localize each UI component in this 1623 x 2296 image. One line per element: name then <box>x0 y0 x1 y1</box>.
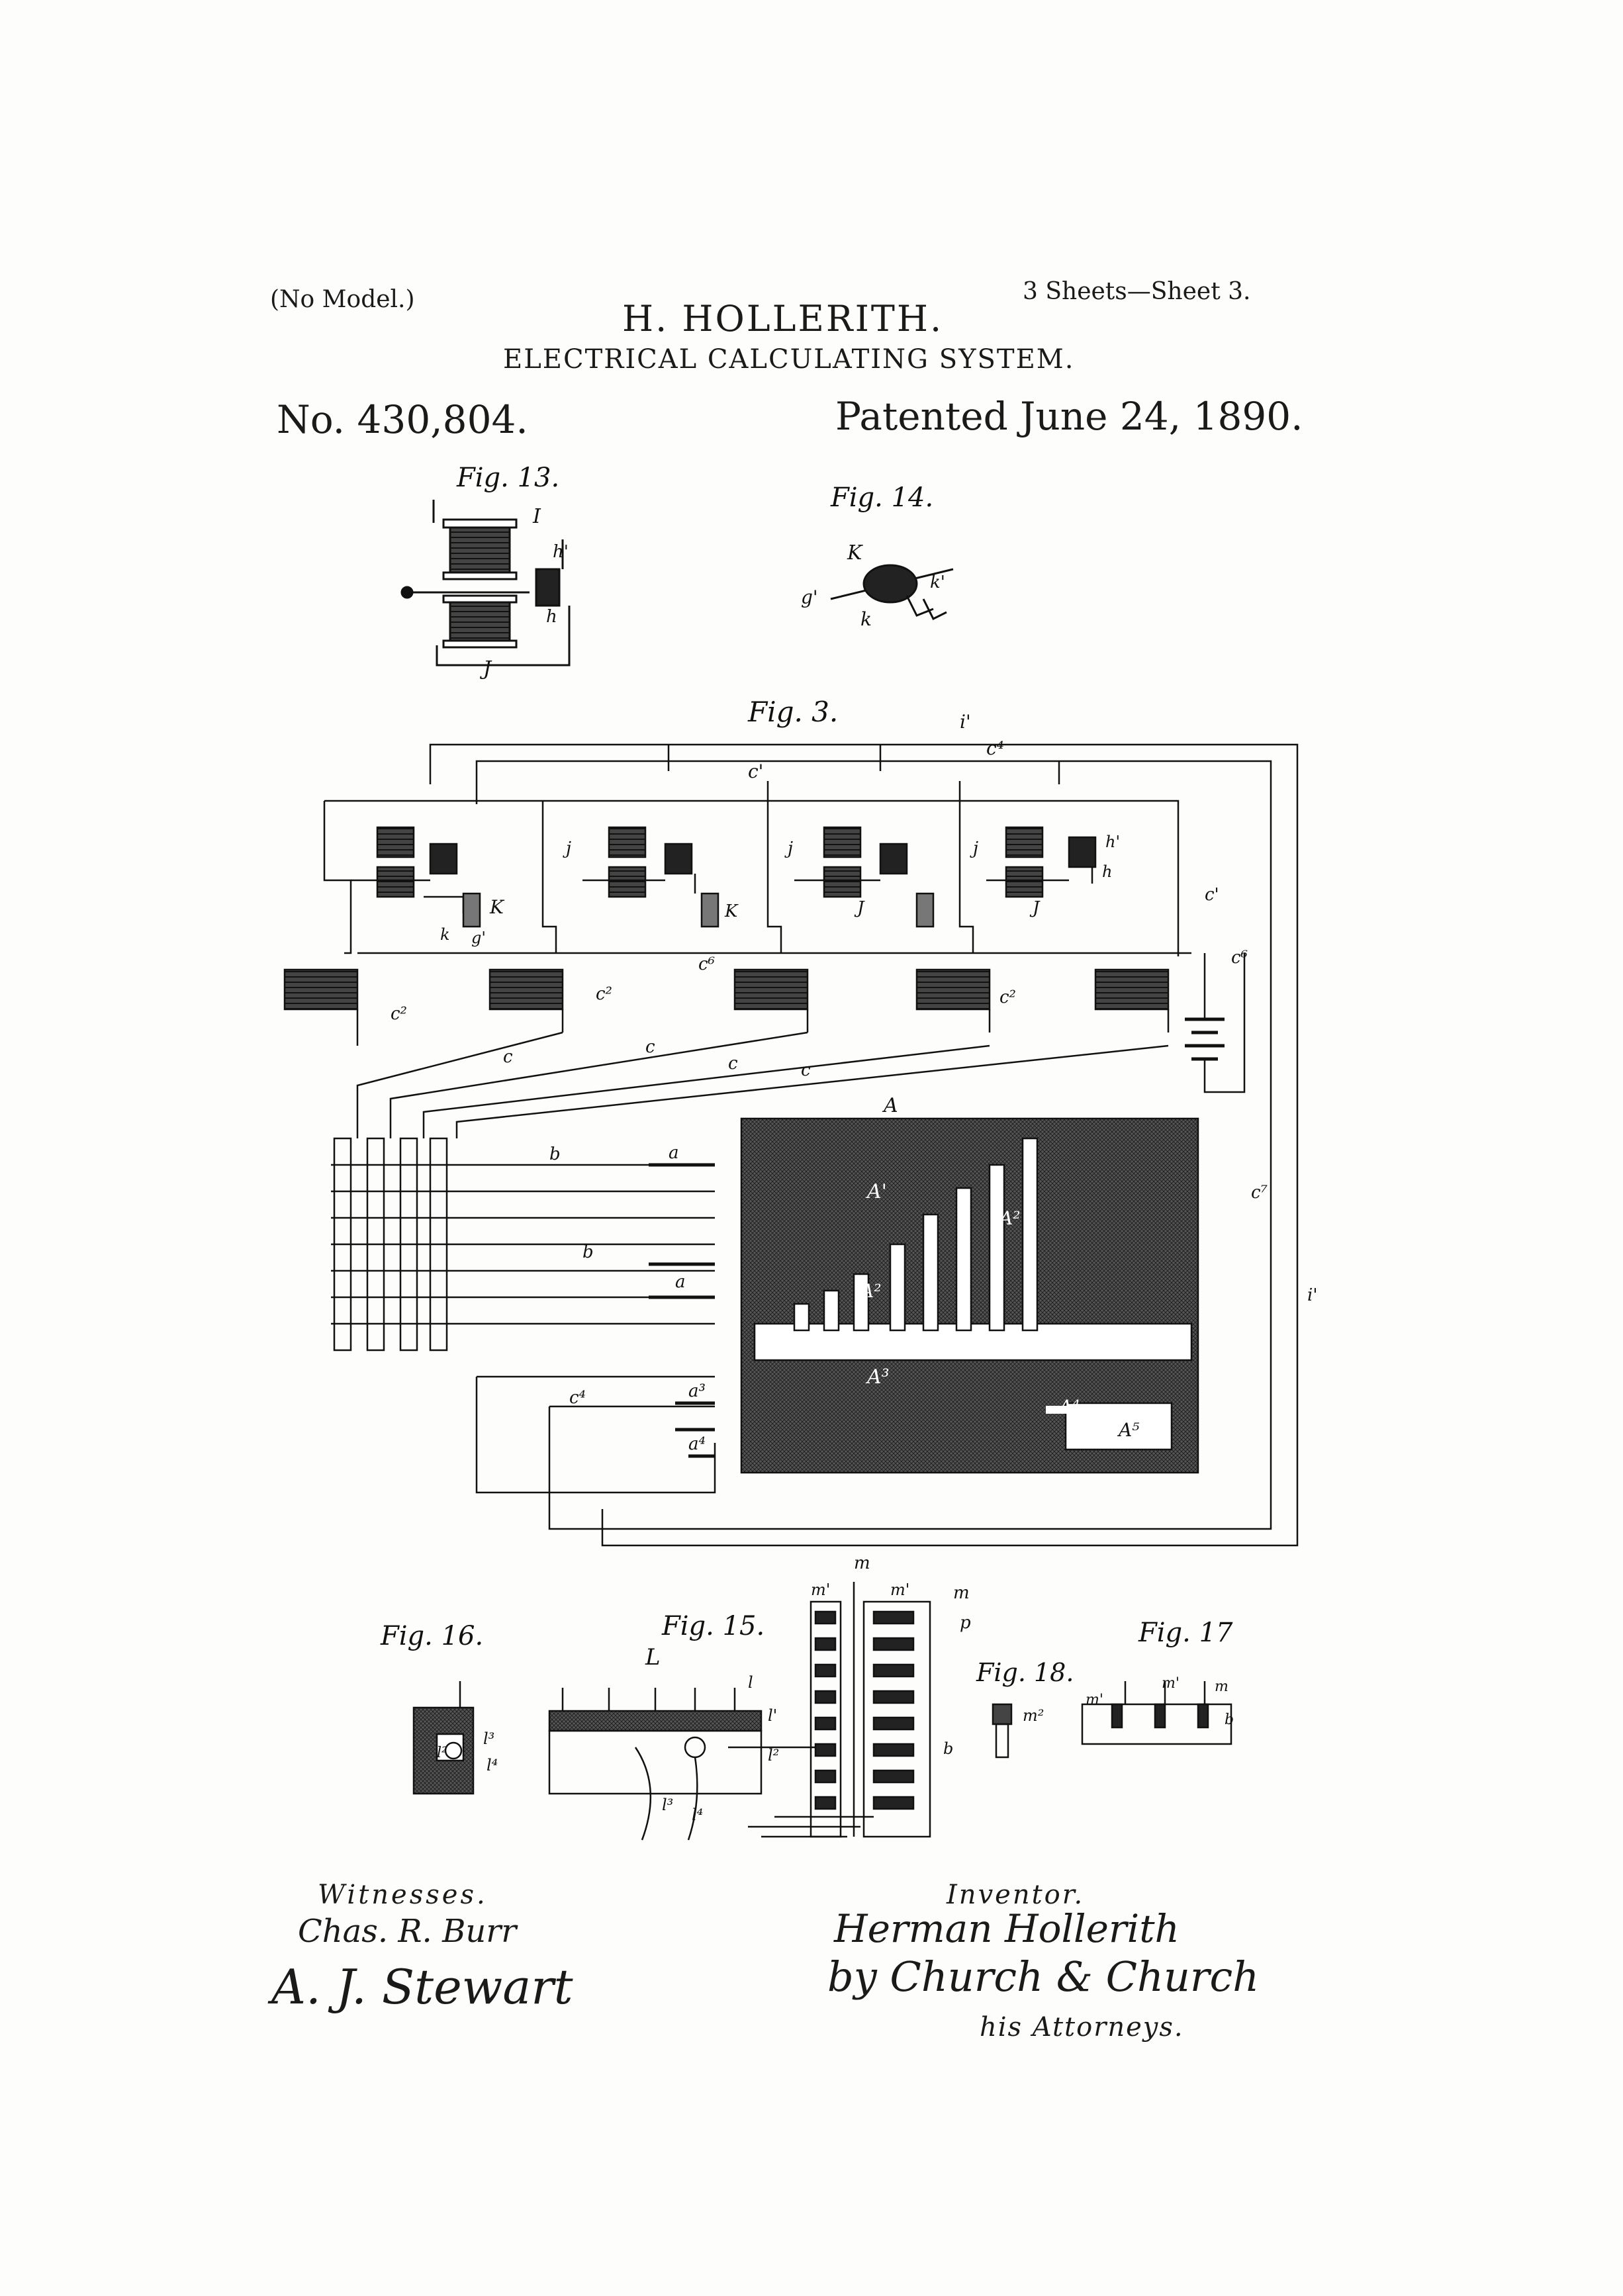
col-m-right: m <box>953 1583 970 1603</box>
reader-A: A <box>884 1094 898 1117</box>
stage3-J: J <box>857 898 864 918</box>
pin-b-1: b <box>549 1144 561 1164</box>
col-m1-left: m' <box>811 1581 831 1599</box>
wire-c-3: c <box>728 1054 738 1074</box>
fig16-l4: l⁴ <box>487 1756 498 1774</box>
fig13-label: Fig. 13. <box>457 463 560 493</box>
relay-stage-2 <box>543 801 739 974</box>
stage2-j: j <box>566 839 572 858</box>
fig15-L: L <box>645 1644 661 1671</box>
fig13-h: h <box>546 607 557 627</box>
fig17-label: Fig. 17 <box>1138 1618 1233 1648</box>
counter-c1: c' <box>1205 885 1219 905</box>
fig16-label: Fig. 16. <box>381 1621 484 1651</box>
col-m-top: m <box>854 1553 870 1573</box>
fig13-h1: h' <box>553 542 569 562</box>
reader-A4: A⁴ <box>1059 1396 1080 1418</box>
fig14-k1: k' <box>930 573 945 592</box>
counter-magnets <box>285 885 1248 1046</box>
wire-c7: c⁷ <box>1251 1183 1268 1203</box>
relay-stage-4 <box>960 781 1120 953</box>
wire-c-2: c <box>645 1037 655 1057</box>
attorneys-label: his Attorneys. <box>980 2012 1184 2043</box>
fig18-m2: m² <box>1023 1706 1044 1725</box>
no-model-label: (No Model.) <box>270 286 415 313</box>
reader-A2-1: A² <box>999 1207 1021 1229</box>
stage4-h1: h' <box>1105 833 1121 851</box>
stage1-g1: g' <box>471 929 486 947</box>
attorneys-signature: by Church & Church <box>827 1952 1260 2001</box>
wire-c-4: c <box>801 1060 811 1080</box>
sheet-count: 3 Sheets—Sheet 3. <box>1023 278 1251 305</box>
fig18-label: Fig. 18. <box>976 1658 1074 1687</box>
pin-a4: a⁴ <box>688 1434 706 1454</box>
fig16-l3: l³ <box>483 1729 495 1748</box>
witness-signature-1: Chas. R. Burr <box>298 1913 517 1950</box>
fig15-label: Fig. 15. <box>662 1611 765 1641</box>
pin-c4: c⁴ <box>569 1388 586 1408</box>
wire-c-1: c <box>503 1047 513 1067</box>
figure-16 <box>380 1621 498 1794</box>
fig14-g1: g' <box>801 586 818 608</box>
inventor-signature: Herman Hollerith <box>834 1906 1180 1951</box>
pin-block <box>331 1138 715 1492</box>
col-m1-right: m' <box>890 1581 910 1599</box>
fig15-l1: l' <box>768 1706 778 1725</box>
fig14-k: k <box>860 608 872 630</box>
fig15-l4: l⁴ <box>692 1806 704 1824</box>
stage4-j: j <box>973 839 979 858</box>
witnesses-label: Witnesses. <box>318 1880 488 1910</box>
battery <box>1185 953 1244 1092</box>
fig17-m1-2: m' <box>1162 1675 1180 1692</box>
wire-i1-side: i' <box>1307 1285 1318 1305</box>
reader-A5: A⁵ <box>1119 1419 1140 1441</box>
counter-c6: c⁶ <box>1231 948 1248 968</box>
contact-column <box>811 1553 1074 1837</box>
fig3-c1-top: c' <box>748 760 764 782</box>
stage2-K: K <box>725 901 738 921</box>
pin-a-2: a <box>675 1272 686 1292</box>
stage2-c6: c⁶ <box>698 954 715 974</box>
fig17-b: b <box>1225 1712 1234 1728</box>
card-reader-A <box>741 1094 1198 1473</box>
fig14-label: Fig. 14. <box>831 482 934 513</box>
relay-stage-1 <box>324 801 505 953</box>
reader-A2-2: A² <box>860 1280 882 1302</box>
col-b: b <box>943 1739 954 1758</box>
pin-b-2: b <box>582 1242 594 1262</box>
relay-stage-3 <box>768 781 933 953</box>
patent-date: Patented June 24, 1890. <box>835 394 1303 439</box>
fig3-c4-top: c⁴ <box>986 737 1004 759</box>
fig17-m: m <box>1215 1678 1229 1695</box>
fig3-label: Fig. 3. <box>748 696 839 728</box>
reader-A1: A' <box>867 1180 887 1203</box>
stage4-J: J <box>1033 898 1040 918</box>
fig13-I: I <box>533 505 541 528</box>
figure-14 <box>801 482 953 630</box>
counter-c2-1: c² <box>391 1004 407 1024</box>
fig15-l3: l³ <box>662 1796 674 1814</box>
fig15-l2: l² <box>768 1746 780 1765</box>
pin-a-1: a <box>669 1143 679 1163</box>
counter-c2-3: c² <box>999 987 1016 1007</box>
stage4-h: h <box>1102 862 1113 881</box>
inventor-label: Inventor. <box>947 1880 1085 1910</box>
inventor-name-heading: H. HOLLERITH. <box>622 298 944 340</box>
figure-13 <box>402 463 569 680</box>
fig16-l2: l² <box>437 1745 447 1761</box>
stage1-k: k <box>440 925 450 944</box>
pin-a3: a³ <box>688 1381 706 1401</box>
stage1-K: K <box>490 896 504 918</box>
fig15-l: l <box>748 1673 753 1692</box>
fig17-m1-1: m' <box>1086 1692 1103 1708</box>
patent-title: ELECTRICAL CALCULATING SYSTEM. <box>503 344 1075 375</box>
counter-c2-2: c² <box>596 984 612 1004</box>
stage3-j: j <box>788 839 794 858</box>
patent-number: No. 430,804. <box>277 397 528 442</box>
witness-signature-2: A. J. Stewart <box>271 1959 573 2015</box>
fig13-J: J <box>483 657 492 680</box>
figure-17 <box>1082 1618 1234 1744</box>
reader-A3: A³ <box>867 1365 890 1389</box>
fig14-K: K <box>847 541 862 565</box>
col-p: p <box>960 1613 971 1633</box>
figure-3 <box>285 696 1317 1545</box>
fig3-i1-top: i' <box>960 711 971 733</box>
